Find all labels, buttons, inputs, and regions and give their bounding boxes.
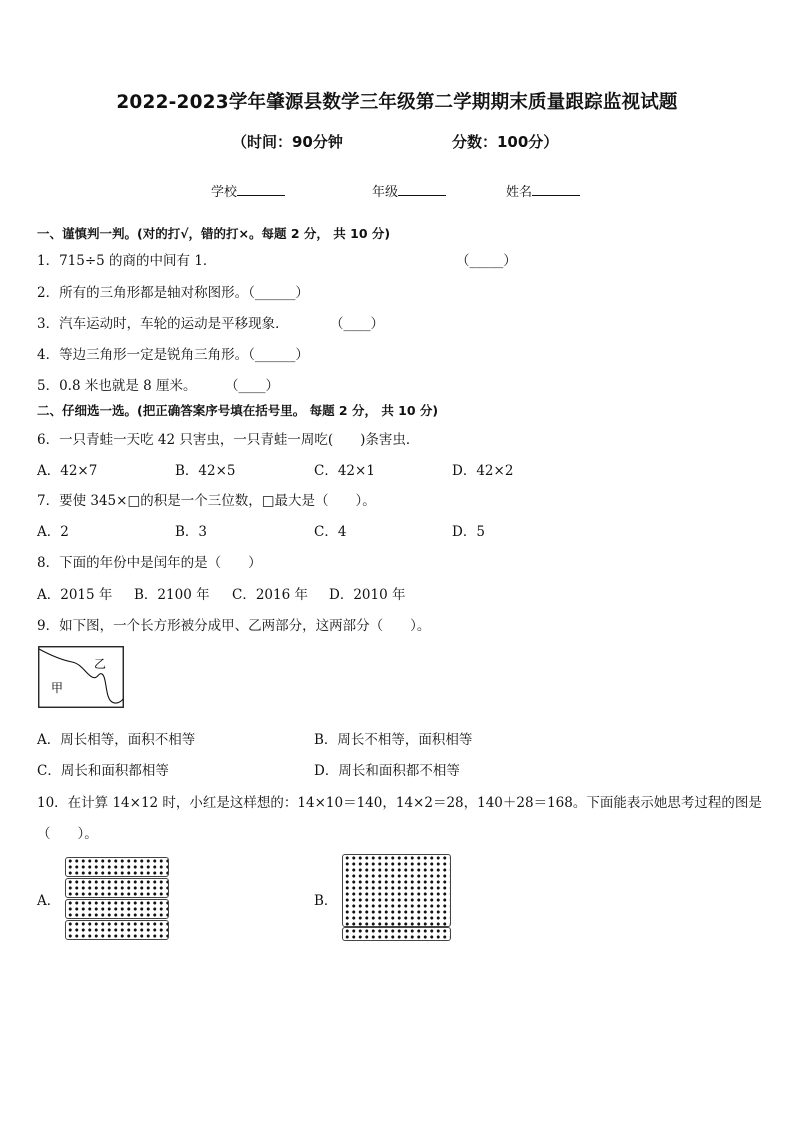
q8-option-c: C．2016 年 [232, 587, 308, 603]
grade-blank [398, 183, 446, 196]
q10-b-dot-block [342, 854, 451, 927]
q6-option-b: B．42×5 [175, 463, 236, 479]
question-6: 6．一只青蛙一天吃 42 只害虫，一只青蛙一周吃( )条害虫． [37, 432, 420, 448]
q10-a-dot-strip-3 [65, 899, 169, 919]
section2-heading: 二、仔细选一选。(把正确答案序号填在括号里。 每题 2 分， 共 10 分) [37, 403, 439, 418]
question-9: 9．如下图，一个长方形被分成甲、乙两部分，这两部分（ ）。 [37, 618, 431, 634]
q10-option-b-label: B． [314, 893, 338, 909]
q8-option-a: A．2015 年 [37, 587, 113, 603]
q7-option-b: B．3 [175, 524, 208, 540]
q9-option-b: B．周长不相等，面积相等 [314, 732, 473, 748]
q9-option-c: C．周长和面积都相等 [37, 763, 169, 779]
question-1: 1．715÷5 的商的中间有 1． [37, 253, 217, 269]
q10-a-dot-strip-2 [65, 878, 169, 898]
question-10-line1: 10．在计算 14×12 时，小红是这样想的：14×10＝140，14×2＝28，140＋28＝168。下面能表示她思考过程的图是 [37, 795, 762, 811]
q9-option-d: D．周长和面积都不相等 [314, 763, 460, 779]
question-5-blank: （____） [225, 378, 279, 394]
name-blank [532, 183, 580, 196]
exam-time: （时间：90分钟 [232, 133, 343, 151]
question-3: 3．汽车运动时，车轮的运动是平移现象． [37, 316, 289, 332]
school-label: 学校 [211, 185, 238, 200]
exam-title: 2022-2023学年肇源县数学三年级第二学期期末质量跟踪监视试题 [116, 92, 678, 113]
q10-a-dot-strip-1 [65, 857, 169, 877]
q7-option-d: D．5 [452, 524, 485, 540]
rectangle-division-figure [38, 646, 124, 708]
q8-option-d: D．2010 年 [329, 587, 406, 603]
q7-option-a: A．2 [37, 524, 69, 540]
question-5: 5．0.8 米也就是 8 厘米。 [37, 378, 197, 394]
q10-option-a-label: A． [37, 893, 61, 909]
question-7: 7．要使 345×□的积是一个三位数，□最大是（ ）。 [37, 493, 376, 509]
question-4: 4．等边三角形一定是锐角三角形。（______） [37, 347, 309, 363]
q10-a-dot-strip-4 [65, 920, 169, 940]
question-8: 8．下面的年份中是闰年的是（ ） [37, 555, 262, 571]
q8-option-b: B．2100 年 [134, 587, 210, 603]
figure-label-right: 乙 [94, 657, 107, 671]
q10-b-dot-strip [342, 927, 451, 941]
name-label: 姓名 [506, 185, 533, 200]
q6-option-a: A．42×7 [37, 463, 98, 479]
q7-option-c: C．4 [314, 524, 347, 540]
name-field [506, 181, 580, 200]
question-1-blank: （_____） [456, 253, 517, 269]
school-field [211, 181, 285, 200]
question-3-blank: （____） [330, 316, 384, 332]
school-blank [237, 183, 285, 196]
question-2: 2．所有的三角形都是轴对称图形。（______） [37, 285, 309, 301]
exam-score: 分数：100分） [452, 133, 559, 151]
grade-field [372, 181, 446, 200]
q6-option-d: D．42×2 [452, 463, 514, 479]
section1-heading: 一、谨慎判一判。(对的打√，错的打×。每题 2 分， 共 10 分) [37, 226, 391, 241]
grade-label: 年级 [372, 185, 399, 200]
figure-rectangle [39, 647, 124, 708]
q9-option-a: A．周长相等，面积不相等 [37, 732, 196, 748]
figure-label-left: 甲 [51, 681, 64, 695]
question-10-line2: （ ）。 [37, 826, 98, 842]
q6-option-c: C．42×1 [314, 463, 375, 479]
